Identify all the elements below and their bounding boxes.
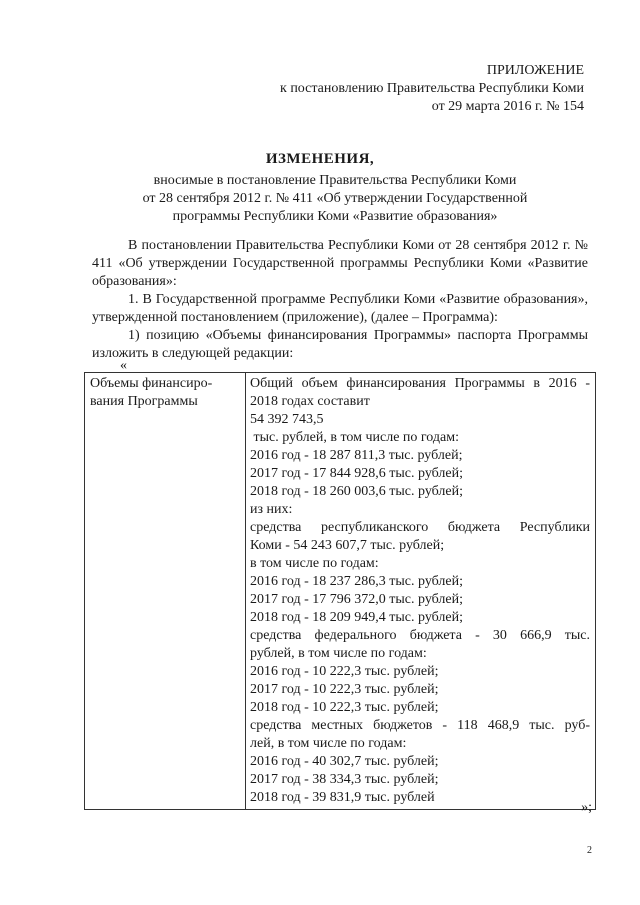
financing-label-cell: Объемы финансиро-вания Программы — [85, 373, 246, 810]
paragraph-2: 1. В Государственной программе Республики Коми «Развитие образования», утвержденной постановлением (приложение), (далее – Программа): — [92, 292, 588, 325]
subtitle-line-2: от 28 сентября 2012 г. № 411 «Об утверждении Государственной — [142, 191, 528, 206]
subtitle-line-1: вносимые в постановление Правительства Республики Коми — [153, 173, 517, 188]
table-line: 2018 год - 39 831,9 тыс. рублей — [250, 790, 435, 805]
table-line: в том числе по годам: — [250, 556, 379, 571]
table-line: средства местных бюджетов - 118 468,9 тыс. руб- — [250, 718, 590, 733]
table-row — [85, 373, 596, 810]
table-line: 2016 год - 10 222,3 тыс. рублей; — [250, 664, 439, 679]
document-subtitle — [80, 172, 590, 226]
table-line: 2016 год - 18 237 286,3 тыс. рублей; — [250, 574, 464, 589]
body-text — [92, 237, 588, 363]
table-line: 2017 год - 17 796 372,0 тыс. рублей; — [250, 592, 464, 607]
close-quote: »; — [581, 800, 592, 815]
table-line: Общий объем финансирования Программы в 2016 - — [250, 376, 590, 391]
table-line: 2017 год - 10 222,3 тыс. рублей; — [250, 682, 439, 697]
document-title: ИЗМЕНЕНИЯ, — [265, 151, 375, 167]
paragraph-3: 1) позицию «Объемы финансирования Программы» паспорта Программы изложить в следующей редакции: — [92, 328, 588, 361]
table-line: 2018 годах составит — [250, 394, 370, 409]
table-line: средства федерального бюджета - 30 666,9 тыс. — [250, 628, 590, 643]
table-line: 54 392 743,5 — [250, 412, 324, 427]
appendix-resolution: к постановлению Правительства Республики Коми — [280, 81, 584, 96]
page-number: 2 — [587, 845, 592, 856]
table-line: Коми - 54 243 607,7 тыс. рублей; — [250, 538, 445, 553]
appendix-title: ПРИЛОЖЕНИЕ — [486, 63, 584, 78]
table-line: 2016 год - 18 287 811,3 тыс. рублей; — [250, 448, 463, 463]
table-line: 2016 год - 40 302,7 тыс. рублей; — [250, 754, 439, 769]
financing-table — [84, 372, 596, 810]
subtitle-line-3: программы Республики Коми «Развитие образования» — [172, 209, 498, 224]
table-line: 2017 год - 17 844 928,6 тыс. рублей; — [250, 466, 464, 481]
table-line: 2018 год - 18 209 949,4 тыс. рублей; — [250, 610, 464, 625]
appendix-header — [280, 62, 584, 116]
table-line: лей, в том числе по годам: — [250, 736, 407, 751]
table-line: рублей, в том числе по годам: — [250, 646, 427, 661]
paragraph-1: В постановлении Правительства Республики Коми от 28 сентября 2012 г. № 411 «Об утверждении Государственной программы Республики Коми «Развитие образования»: — [92, 238, 588, 289]
financing-details-cell — [246, 373, 596, 810]
table-line: 2018 год - 10 222,3 тыс. рублей; — [250, 700, 439, 715]
open-quote: « — [120, 358, 127, 373]
appendix-date: от 29 марта 2016 г. № 154 — [431, 99, 584, 114]
table-line: тыс. рублей, в том числе по годам: — [250, 430, 459, 445]
table-line: 2018 год - 18 260 003,6 тыс. рублей; — [250, 484, 464, 499]
table-line: средства республиканского бюджета Республики — [250, 520, 590, 535]
table-line: из них: — [250, 502, 293, 517]
table-line: 2017 год - 38 334,3 тыс. рублей; — [250, 772, 439, 787]
